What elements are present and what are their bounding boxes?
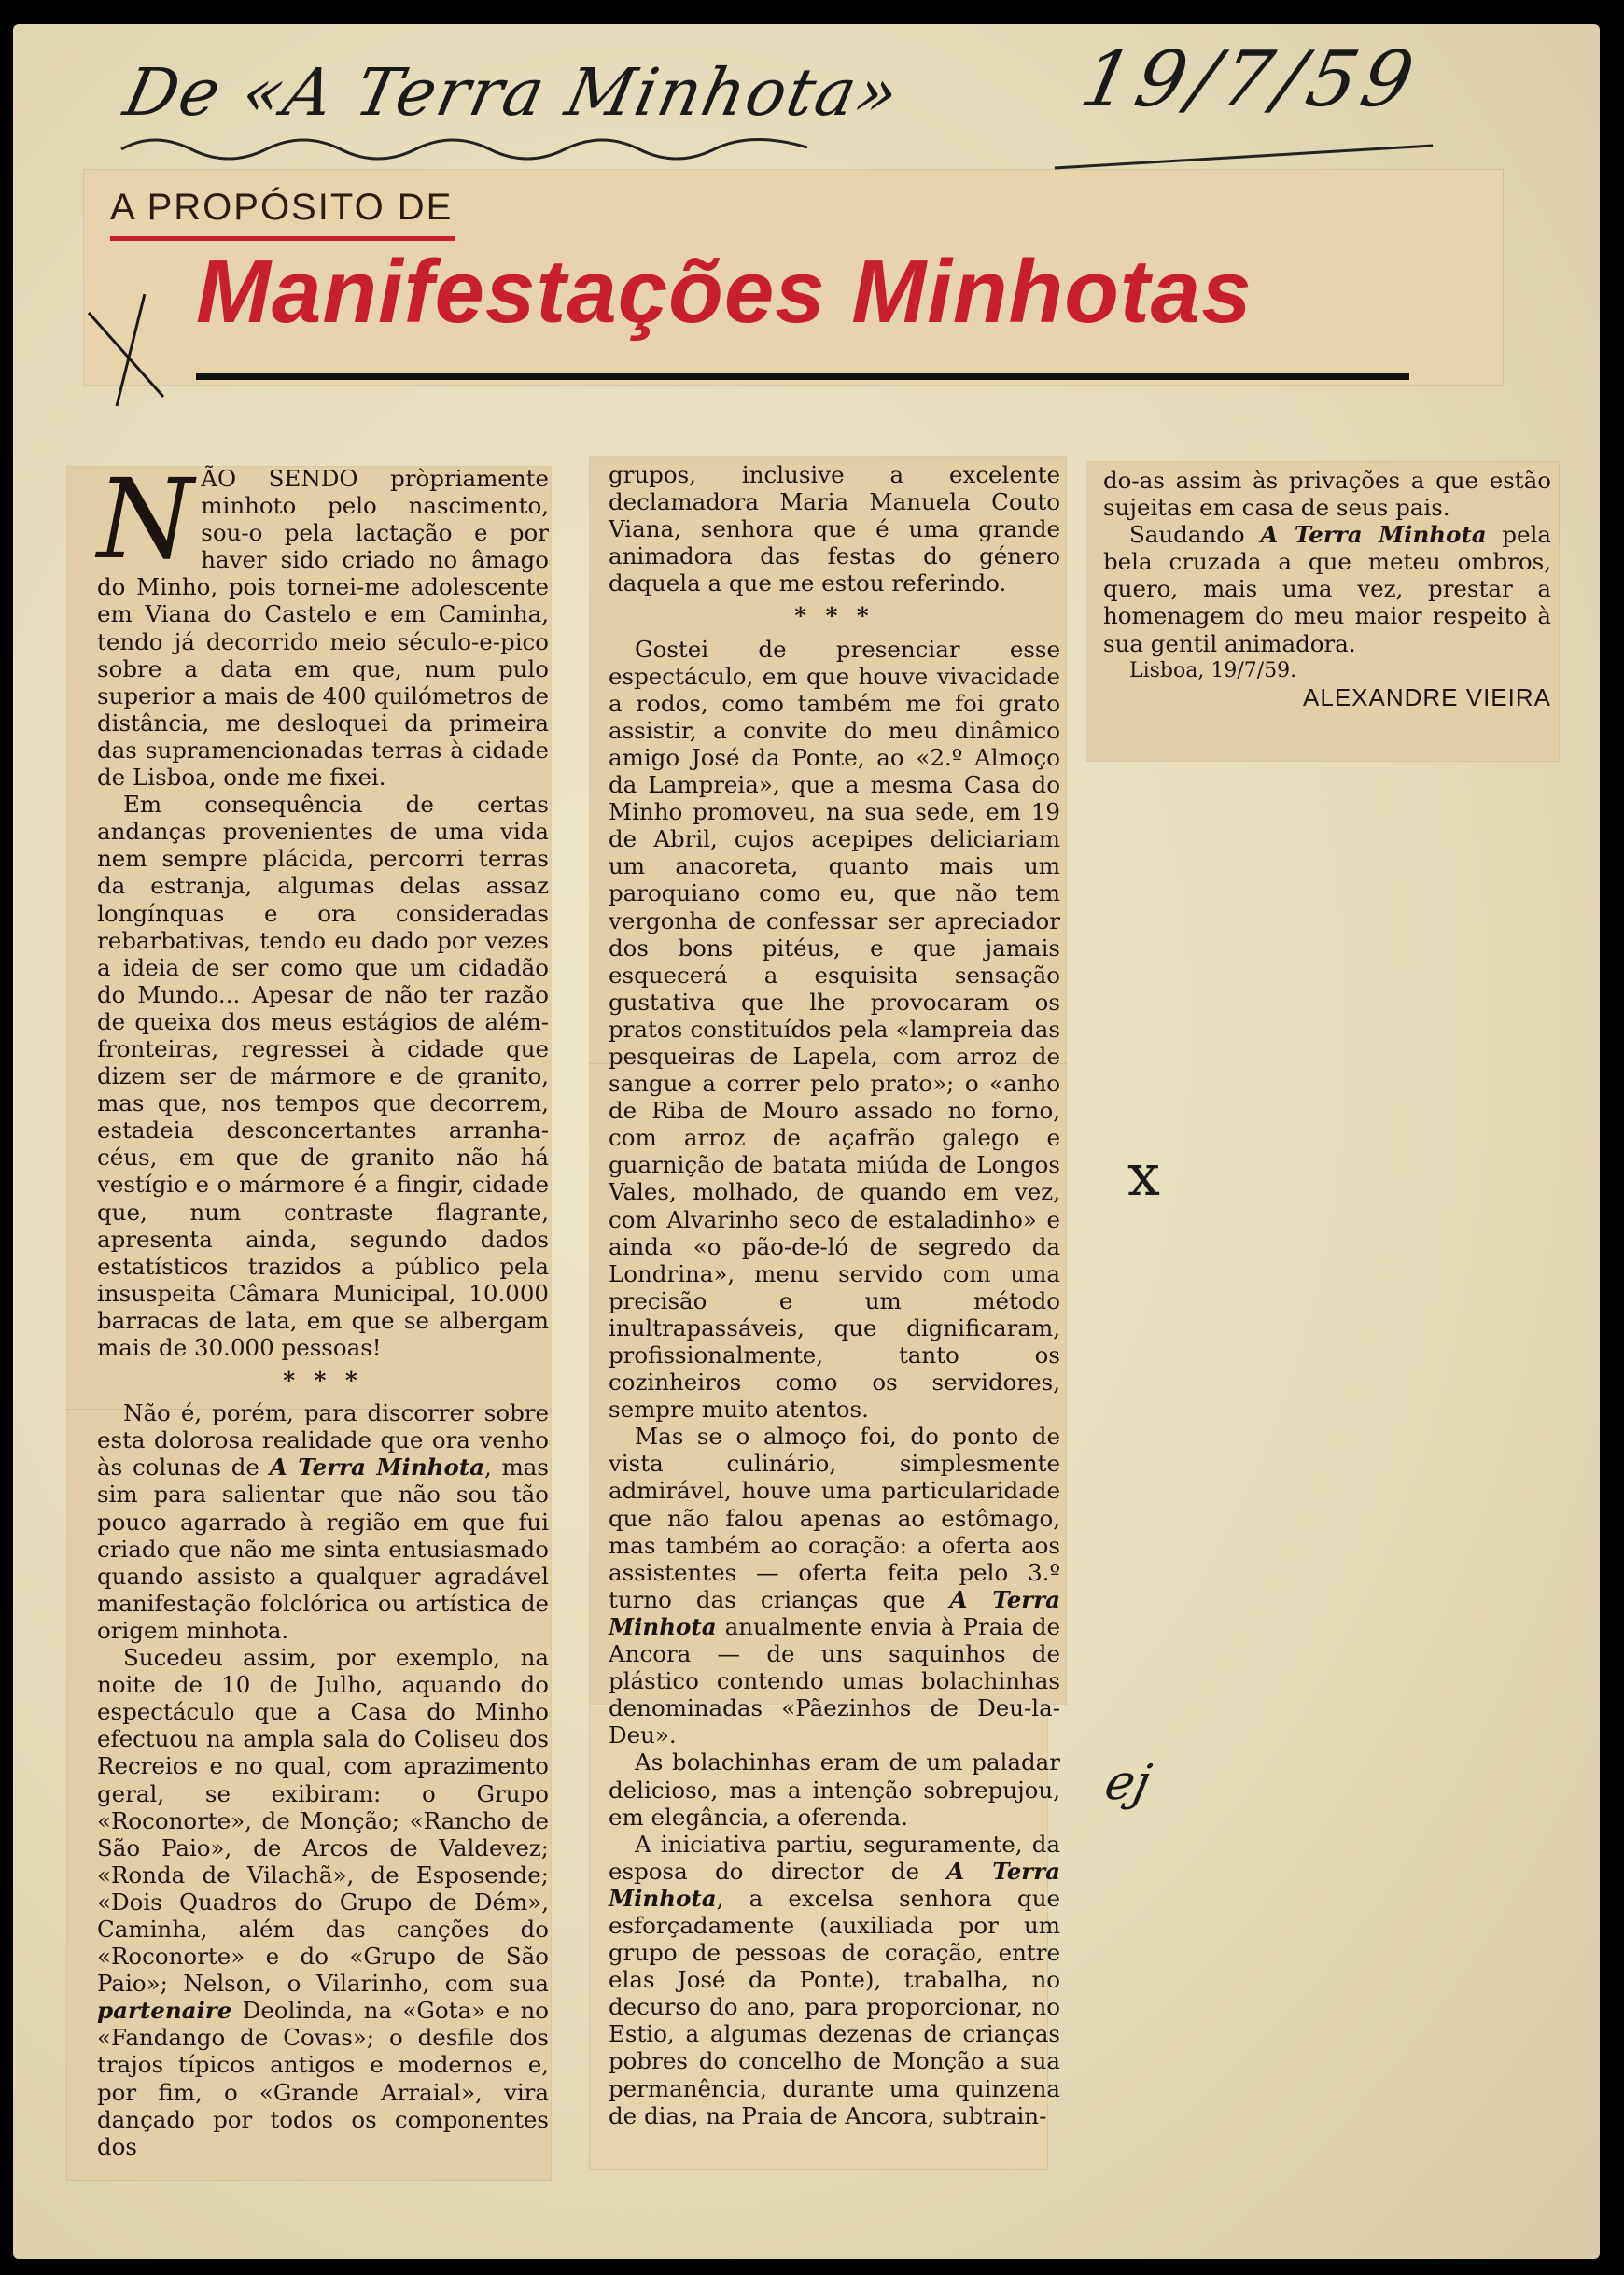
newspaper-name: A Terra Minhota: [609, 1585, 1060, 1640]
paragraph-text: , mas sim para salientar que não sou tão pouco agarrado à região em que fui criado que não me sinta entusiasmado quando assisto a qualquer agradável manifestação folclórica ou artística de origem minhota.: [97, 1453, 549, 1644]
paragraph: Gostei de presenciar esse espectáculo, em que houve vivacidade a rodos, como também me foi grato assistir, a convite do meu dinâmico amigo José da Ponte, ao «2.º Almoço da Lampreia», que a mesma Casa do Minho promoveu, na sua sede, em 19 de Abril, cujos acepipes deliciariam um anacoreta, quanto mais um paroquiano como eu, que não tem vergonha de confessar ser apreciador dos bons pitéus, e que jamais esquecerá a esquisita sensação gustativa que lhe provocaram os pratos constituídos pela «lampreia das pesqueiras de Lapela, com arroz de sangue a correr pelo prato»; o «anho de Riba de Mouro assado no forno, com arroz de açafrão galego e guarnição de batata miúda de Longos Vales, molhado, de quando em vez, com Alvarinho seco de estaladinho» e ainda «o pão-de-ló de segredo da Londrina», menu servido com uma precisão e um método inultrapassáveis, que dignificaram, profissionalmente, tanto os cozinheiros como os servidores, sempre muito atentos.: [609, 635, 1060, 1424]
paragraph: As bolachinhas eram de um paladar delicioso, mas a intenção sobrepujou, em elegância, a oferenda.: [609, 1748, 1060, 1831]
article-column-1: [97, 455, 549, 2160]
paragraph: do-as assim às privações a que estão sujeitas em casa de seus pais.: [1103, 467, 1551, 522]
paragraph-text: anualmente envia à Praia de Ancora — de uns saquinhos de plástico contendo umas bolachinhas denominadas «Pãezinhos de Deu-la-Deu».: [609, 1612, 1060, 1749]
paragraph: Em consequência de certas andanças provenientes de uma vida nem sempre plácida, percorri terras da estranja, algumas delas assaz longínquas e ora consideradas rebarbativas, tendo eu dado por vezes a ideia de ser como que um cidadão do Mundo... Apesar de não ter razão de queixa dos meus estágios de além-fronteiras, regressei à cidade que dizem ser de mármore e de granito, mas que, nos tempos que decorrem, estadeia desconcertantes arranha-céus, em que de granito não há vestígio e o mármore é a fingir, cidade que, num contraste flagrante, apresenta ainda, segundo dados estatísticos trazidos a público pela insuspeita Câmara Municipal, 10.000 barracas de lata, em que se albergam mais de 30.000 pessoas!: [97, 791, 549, 1361]
headline: Manifestações Minhotas: [196, 242, 1253, 342]
handwritten-x-mark: x: [1127, 1141, 1160, 1209]
handwritten-source-note: De «A Terra Minhota»: [118, 54, 907, 131]
handwritten-date: 19/7/59: [1072, 35, 1427, 124]
paragraph-text: Saudando: [1129, 521, 1261, 549]
handwritten-underline: [117, 131, 826, 168]
drop-cap: N: [97, 455, 194, 583]
paragraph: [1103, 521, 1551, 656]
article-column-2: [609, 461, 1060, 2129]
handwritten-cross-mark: [79, 294, 173, 415]
section-break: * * *: [794, 602, 875, 630]
newspaper-name: A Terra Minhota: [269, 1453, 485, 1482]
handwritten-initials: ej: [1099, 1755, 1156, 1811]
italic-word: partenaire: [97, 1997, 232, 2025]
paragraph: grupos, inclusive a excelente declamadora Maria Manuela Couto Viana, senhora que é uma grande animadora das festas do género daquela a que me estou referindo.: [609, 461, 1060, 597]
author-signature: ALEXANDRE VIEIRA: [1303, 682, 1551, 711]
paragraph-text: Sucedeu assim, por exemplo, na noite de 10 de Julho, aquando do espectáculo que a Casa do Minho efectuou na ampla sala do Coliseu dos Recreios e no qual, com aprazimento geral, se exibiram: o Grupo «Roconorte», de Monção; «Rancho de São Paio», de Arcos de Valdevez; «Ronda de Vilachã», de Esposende; «Dois Quadros do Grupo de Dém», Caminha, além das canções do «Roconorte» e do «Grupo de São Paio»; Nelson, o Vilarinho, com sua: [97, 1644, 549, 1998]
newspaper-name: A Terra Minhota: [609, 1857, 1060, 1912]
paragraph-text: Mas se o almoço foi, do ponto de vista culinário, simplesmente admirável, houve uma particularidade que não falou apenas ao estômago, mas também ao coração: a oferta aos assistentes — oferta feita pelo 3.º turno das crianças que: [609, 1423, 1060, 1613]
paragraph: [97, 1399, 549, 1644]
article-column-3: [1103, 467, 1551, 711]
paragraph: [97, 1644, 549, 2160]
paragraph: [609, 1831, 1060, 2129]
paragraph-text: A iniciativa partiu, seguramente, da esposa do director de: [609, 1830, 1060, 1885]
paragraph: [609, 1423, 1060, 1748]
headline-rule: [196, 373, 1409, 380]
paragraph-text: Deolinda, na «Gota» e no «Fandango de Covas»; o desfile dos trajos típicos antigos e modernos e, por fim, o «Grande Arraial», vira dançado por todos os componentes dos: [97, 1997, 549, 2160]
paragraph-text: , a excelsa senhora que esforçadamente (auxiliada por um grupo de pessoas de coração, entre elas José da Ponte), trabalha, no decurso do ano, para proporcionar, no Estio, a algumas dezenas de crianças pobres do concelho de Monção a sua permanência, durante uma quinzena de dias, na Praia de Ancora, subtrain-: [609, 1884, 1060, 2129]
paragraph: [97, 455, 549, 792]
newspaper-name: A Terra Minhota: [1260, 521, 1487, 549]
place-date: Lisboa, 19/7/59.: [1129, 658, 1297, 682]
paragraph-text: pela bela cruzada a que meteu ombros, quero, mais uma vez, prestar a homenagem do meu maior respeito à sua gentil animadora.: [1103, 521, 1551, 657]
paragraph-text: Não é, porém, para discorrer sobre esta dolorosa realidade que ora venho às colunas de: [97, 1399, 549, 1482]
kicker: A PROPÓSITO DE: [110, 187, 454, 228]
paragraph-text: ÃO SENDO pròpriamente minhoto pelo nascimento, sou-o pela lactação e por haver sido criado no âmago do Minho, pois tornei-me adolescente em Viana do Castelo e em Caminha, tendo já decorrido meio século-e-pico sobre a data em que, num pulo superior a mais de 400 quilómetros de distância, me desloquei da primeira das supramencionadas terras à cidade de Lisboa, onde me fixei.: [97, 465, 549, 792]
section-break: * * *: [283, 1367, 363, 1395]
